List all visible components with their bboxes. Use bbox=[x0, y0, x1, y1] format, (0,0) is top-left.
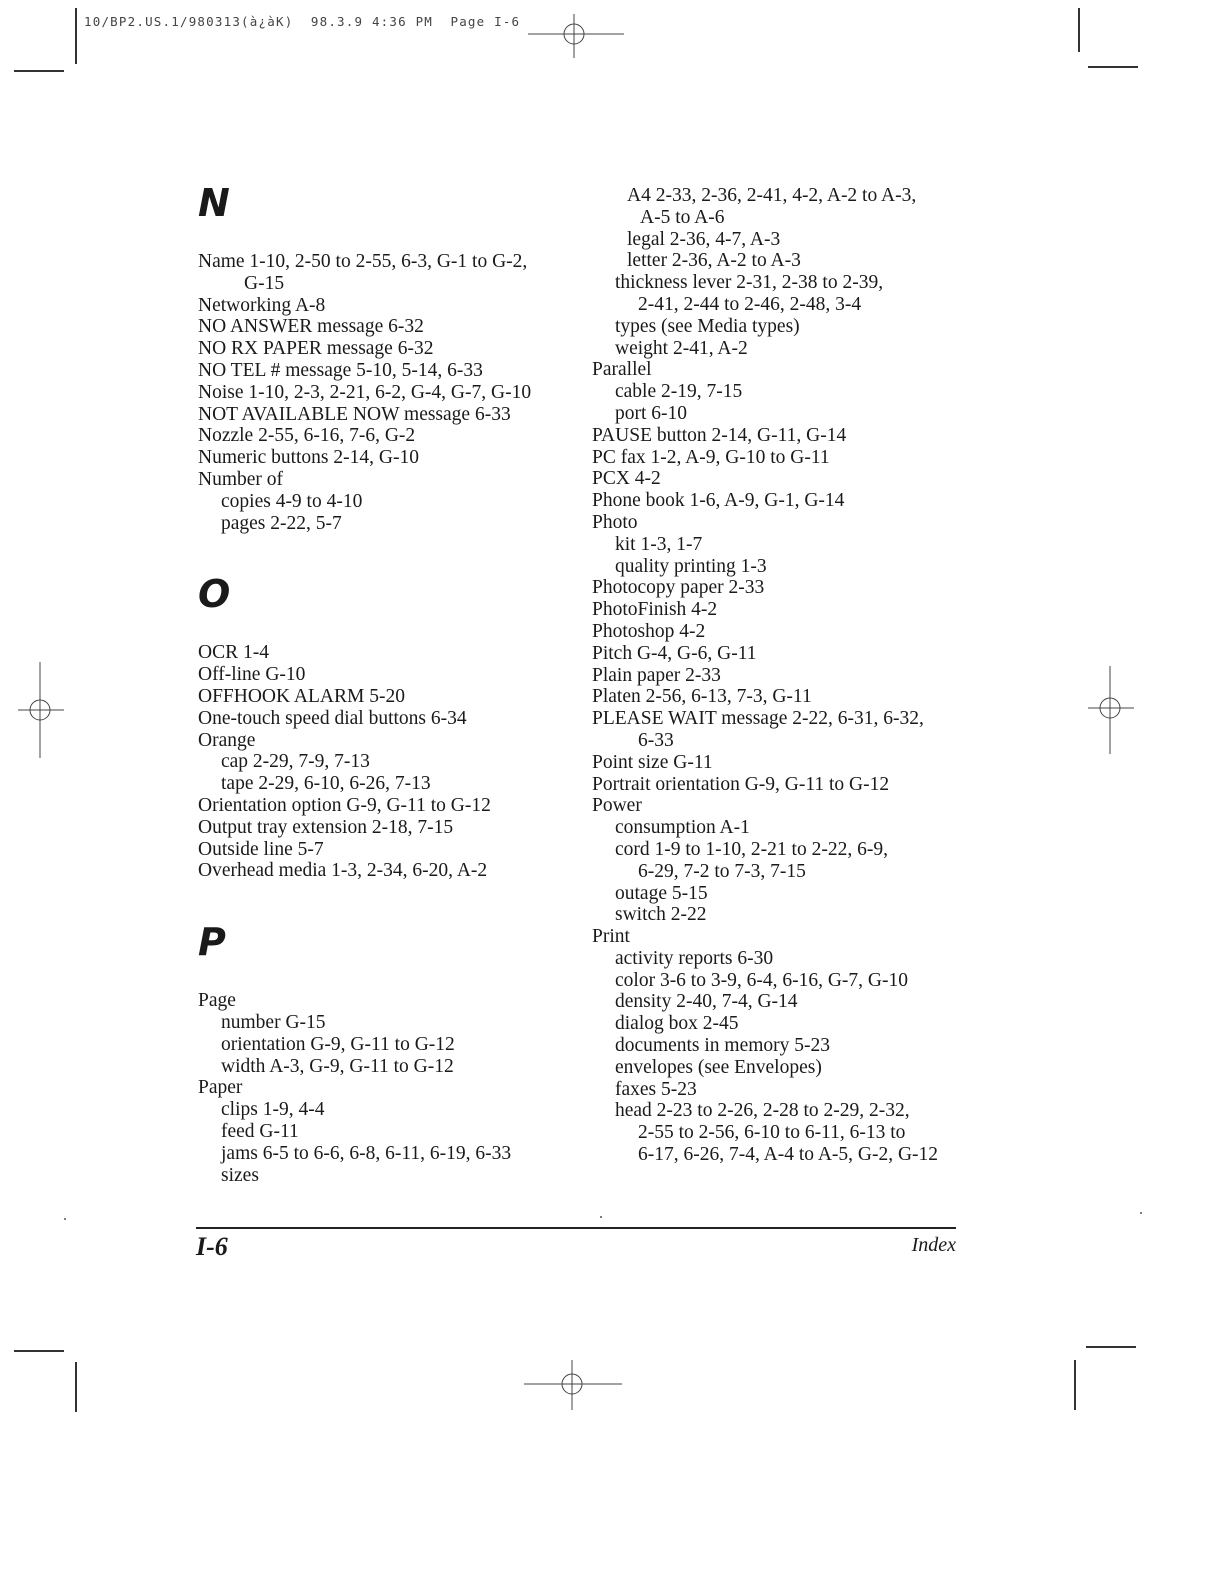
index-entry: Name 1-10, 2-50 to 2-55, 6-3, G-1 to G-2, bbox=[198, 251, 528, 272]
index-entry: PC fax 1-2, A-9, G-10 to G-11 bbox=[592, 446, 830, 468]
index-entry: documents in memory 5-23 bbox=[615, 1035, 831, 1057]
index-entry: orientation G-9, G-11 to G-12 bbox=[221, 1033, 455, 1055]
index-entry: Plain paper 2-33 bbox=[592, 664, 721, 686]
index-entry: NO ANSWER message 6-32 bbox=[198, 316, 424, 338]
index-entry: jams 6-5 to 6-6, 6-8, 6-11, 6-19, 6-33 bbox=[221, 1142, 512, 1164]
index-entry: clips 1-9, 4-4 bbox=[221, 1099, 325, 1121]
registration-mark-right bbox=[1086, 662, 1136, 762]
index-entry: A4 2-33, 2-36, 2-41, 4-2, A-2 to A-3, bbox=[627, 185, 917, 206]
index-entry: OCR 1-4 bbox=[198, 642, 269, 664]
index-entry: 6-17, 6-26, 7-4, A-4 to A-5, G-2, G-12 bbox=[638, 1144, 939, 1166]
printer-slug: 10/BP2.US.1/980313(à¿àK) 98.3.9 4:36 PM Page I-6 bbox=[84, 14, 521, 29]
index-entry: width A-3, G-9, G-11 to G-12 bbox=[221, 1055, 454, 1077]
index-entry: Pitch G-4, G-6, G-11 bbox=[592, 642, 757, 664]
index-entry: Photoshop 4-2 bbox=[592, 620, 706, 642]
index-section bbox=[198, 574, 578, 882]
registration-mark-left bbox=[16, 662, 66, 762]
stray-dot bbox=[600, 1216, 602, 1218]
index-entry: Output tray extension 2-18, 7-15 bbox=[198, 816, 454, 838]
index-entry: Platen 2-56, 6-13, 7-3, G-11 bbox=[592, 686, 812, 708]
stray-dot bbox=[64, 1218, 66, 1220]
index-entry: Photocopy paper 2-33 bbox=[592, 577, 765, 599]
index-entry: consumption A-1 bbox=[615, 817, 750, 839]
index-entry: Nozzle 2-55, 6-16, 7-6, G-2 bbox=[198, 425, 416, 447]
index-entry: 6-29, 7-2 to 7-3, 7-15 bbox=[638, 860, 806, 882]
index-entry: 6-33 bbox=[638, 729, 674, 751]
index-entry: Number of bbox=[198, 468, 284, 490]
crop-mark-bottom-left-v bbox=[75, 1362, 77, 1412]
index-column-left bbox=[198, 183, 578, 1226]
index-entry: sizes bbox=[221, 1164, 259, 1186]
index-entry: faxes 5-23 bbox=[615, 1078, 697, 1100]
index-entry: cable 2-19, 7-15 bbox=[615, 381, 743, 403]
index-entry: Power bbox=[592, 795, 642, 817]
index-entry: port 6-10 bbox=[615, 402, 688, 424]
footer-rule bbox=[196, 1227, 956, 1229]
index-entry: Noise 1-10, 2-3, 2-21, 6-2, G-4, G-7, G-10 bbox=[198, 381, 532, 403]
index-entry: switch 2-22 bbox=[615, 904, 707, 926]
index-entry: Point size G-11 bbox=[592, 751, 713, 773]
index-entry: Networking A-8 bbox=[198, 294, 326, 316]
index-entry: legal 2-36, 4-7, A-3 bbox=[627, 228, 781, 250]
running-title: Index bbox=[911, 1234, 956, 1256]
index-entry: copies 4-9 to 4-10 bbox=[221, 490, 363, 512]
section-letter: O bbox=[198, 572, 231, 617]
index-entry: A-5 to A-6 bbox=[640, 206, 725, 228]
index-entry: color 3-6 to 3-9, 6-4, 6-16, G-7, G-10 bbox=[615, 969, 908, 991]
index-entry: kit 1-3, 1-7 bbox=[615, 533, 703, 555]
index-entry: feed G-11 bbox=[221, 1120, 299, 1142]
index-entry: NO RX PAPER message 6-32 bbox=[198, 338, 434, 360]
index-entry: cap 2-29, 7-9, 7-13 bbox=[221, 751, 370, 773]
stray-dot bbox=[1140, 1212, 1142, 1214]
index-entry: weight 2-41, A-2 bbox=[615, 337, 748, 359]
index-entry: NO TEL # message 5-10, 5-14, 6-33 bbox=[198, 359, 483, 381]
index-entry: Parallel bbox=[592, 359, 652, 381]
index-entry: activity reports 6-30 bbox=[615, 947, 774, 969]
index-entry: PAUSE button 2-14, G-11, G-14 bbox=[592, 424, 847, 446]
index-entry: Photo bbox=[592, 511, 638, 533]
index-section bbox=[198, 922, 578, 1186]
index-entry: tape 2-29, 6-10, 6-26, 7-13 bbox=[221, 773, 431, 795]
index-column-right bbox=[592, 185, 972, 1166]
index-entry: types (see Media types) bbox=[615, 315, 800, 337]
index-entry: Print bbox=[592, 926, 630, 948]
index-entry: pages 2-22, 5-7 bbox=[221, 512, 342, 534]
index-entry: Page bbox=[198, 990, 236, 1012]
index-entry: 2-55 to 2-56, 6-10 to 6-11, 6-13 to bbox=[638, 1122, 906, 1144]
index-entry: Paper bbox=[198, 1077, 243, 1099]
index-entry: PhotoFinish 4-2 bbox=[592, 599, 718, 621]
registration-mark-bottom bbox=[524, 1358, 624, 1412]
crop-mark-top-left-v bbox=[75, 8, 77, 64]
index-entry: number G-15 bbox=[221, 1011, 326, 1033]
index-entry: dialog box 2-45 bbox=[615, 1013, 739, 1035]
registration-mark-top bbox=[528, 12, 628, 62]
crop-mark-bottom-right-h bbox=[1086, 1346, 1136, 1348]
crop-mark-top-right-h bbox=[1088, 66, 1138, 68]
index-entry: 2-41, 2-44 to 2-46, 2-48, 3-4 bbox=[638, 293, 862, 315]
index-entry: Portrait orientation G-9, G-11 to G-12 bbox=[592, 773, 890, 795]
index-entry: One-touch speed dial buttons 6-34 bbox=[198, 707, 467, 729]
crop-mark-bottom-left-h bbox=[14, 1350, 64, 1352]
index-entry: Orientation option G-9, G-11 to G-12 bbox=[198, 794, 491, 816]
index-entry: Outside line 5-7 bbox=[198, 838, 324, 860]
index-entry: PCX 4-2 bbox=[592, 468, 661, 490]
index-entry: NOT AVAILABLE NOW message 6-33 bbox=[198, 403, 511, 425]
index-entry: Off-line G-10 bbox=[198, 664, 306, 686]
index-section bbox=[198, 183, 578, 534]
page-number: I-6 bbox=[196, 1232, 228, 1261]
section-letter: N bbox=[198, 181, 230, 225]
index-entry: OFFHOOK ALARM 5-20 bbox=[198, 685, 405, 707]
index-entry: Phone book 1-6, A-9, G-1, G-14 bbox=[592, 490, 845, 512]
index-entry: envelopes (see Envelopes) bbox=[615, 1056, 822, 1078]
crop-mark-bottom-right-v bbox=[1074, 1360, 1076, 1410]
index-entry: letter 2-36, A-2 to A-3 bbox=[627, 250, 801, 272]
index-entry: PLEASE WAIT message 2-22, 6-31, 6-32, bbox=[592, 708, 924, 730]
index-entry: head 2-23 to 2-26, 2-28 to 2-29, 2-32, bbox=[615, 1100, 910, 1122]
index-entry: thickness lever 2-31, 2-38 to 2-39, bbox=[615, 272, 884, 294]
index-entry: G-15 bbox=[244, 272, 285, 294]
crop-mark-top-left-h bbox=[14, 70, 64, 72]
index-entry: quality printing 1-3 bbox=[615, 555, 767, 577]
crop-mark-top-right-v bbox=[1078, 8, 1080, 52]
index-entry: cord 1-9 to 1-10, 2-21 to 2-22, 6-9, bbox=[615, 838, 888, 860]
section-letter: P bbox=[198, 920, 226, 965]
index-entry: density 2-40, 7-4, G-14 bbox=[615, 991, 798, 1013]
index-entry: Orange bbox=[198, 729, 256, 751]
index-entry: Overhead media 1-3, 2-34, 6-20, A-2 bbox=[198, 860, 488, 882]
index-entry: Numeric buttons 2-14, G-10 bbox=[198, 447, 419, 469]
index-entry: outage 5-15 bbox=[615, 882, 708, 904]
